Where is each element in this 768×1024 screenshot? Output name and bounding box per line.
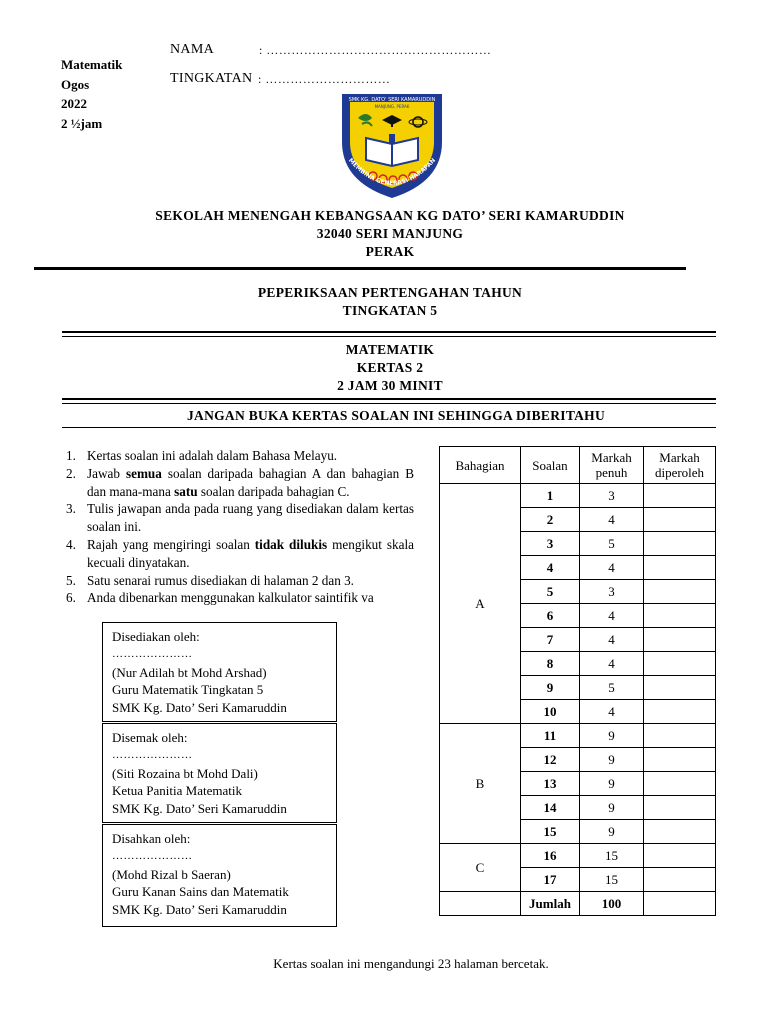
instruction-number: 5. bbox=[66, 572, 76, 588]
instruction-text bbox=[87, 572, 414, 590]
table-header-cell: Markah diperoleh bbox=[644, 447, 716, 484]
signature-school: SMK Kg. Dato’ Seri Kamaruddin bbox=[112, 700, 287, 716]
question-number-cell: 17 bbox=[521, 868, 580, 892]
question-number-cell: 7 bbox=[521, 628, 580, 652]
instruction-item bbox=[66, 465, 414, 501]
marks-table bbox=[439, 446, 716, 916]
question-number-cell: 2 bbox=[521, 508, 580, 532]
full-marks-cell: 3 bbox=[580, 484, 644, 508]
instruction-fragment: soalan daripada bahagian A dan bahagian B dan mana-mana bbox=[87, 465, 414, 499]
question-number-cell: 1 bbox=[521, 484, 580, 508]
question-number-cell: 15 bbox=[521, 820, 580, 844]
instruction-number: 4. bbox=[66, 536, 76, 552]
table-row bbox=[440, 844, 716, 868]
divider-mid-2 bbox=[62, 403, 716, 404]
instruction-fragment: Jawab bbox=[87, 465, 126, 481]
signature-school: SMK Kg. Dato’ Seri Kamaruddin bbox=[112, 902, 287, 918]
crest-motto: MEMBINA GENERASI HARAPAN bbox=[346, 157, 438, 188]
question-number-cell: 13 bbox=[521, 772, 580, 796]
question-number-cell: 11 bbox=[521, 724, 580, 748]
full-marks-cell: 9 bbox=[580, 796, 644, 820]
full-marks-cell: 15 bbox=[580, 844, 644, 868]
obtained-marks-cell[interactable] bbox=[644, 508, 716, 532]
question-number-cell: 14 bbox=[521, 796, 580, 820]
instruction-text bbox=[87, 500, 414, 536]
total-blank-cell bbox=[440, 892, 521, 916]
signature-dots: ………………… bbox=[112, 748, 193, 761]
signature-name: (Mohd Rizal b Saeran) bbox=[112, 866, 231, 882]
obtained-marks-cell[interactable] bbox=[644, 724, 716, 748]
meta-year: 2022 bbox=[61, 96, 87, 111]
instruction-fragment: soalan daripada bahagian C. bbox=[197, 483, 350, 499]
exam-subject: MATEMATIK bbox=[345, 342, 435, 357]
instruction-item bbox=[66, 536, 414, 572]
table-row bbox=[440, 484, 716, 508]
signature-role: Guru Kanan Sains dan Matematik bbox=[112, 884, 289, 900]
exam-meta bbox=[61, 55, 122, 133]
table-header-cell: Bahagian bbox=[440, 447, 521, 484]
nama-field[interactable]: : ……………………………………………… bbox=[259, 43, 492, 57]
exam-level: TINGKATAN 5 bbox=[342, 303, 438, 318]
school-name: SEKOLAH MENENGAH KEBANGSAAN KG DATO’ SERI KAMARUDDIN bbox=[155, 208, 625, 223]
table-total-row bbox=[440, 892, 716, 916]
full-marks-cell: 4 bbox=[580, 604, 644, 628]
obtained-marks-cell[interactable] bbox=[644, 532, 716, 556]
signature-label: Disahkan oleh: bbox=[112, 831, 191, 846]
obtained-marks-cell[interactable] bbox=[644, 844, 716, 868]
exam-time: 2 JAM 30 MINIT bbox=[337, 378, 443, 393]
section-cell: C bbox=[440, 844, 521, 892]
school-state: PERAK bbox=[365, 244, 415, 259]
instruction-item bbox=[66, 500, 414, 536]
obtained-marks-cell[interactable] bbox=[644, 652, 716, 676]
table-row bbox=[440, 724, 716, 748]
meta-subject: Matematik bbox=[61, 57, 123, 72]
instruction-text bbox=[87, 447, 414, 465]
instruction-number: 1. bbox=[66, 448, 76, 463]
full-marks-cell: 4 bbox=[580, 556, 644, 580]
full-marks-cell: 9 bbox=[580, 748, 644, 772]
full-marks-cell: 4 bbox=[580, 508, 644, 532]
full-marks-cell: 3 bbox=[580, 580, 644, 604]
crest-ring-text: SMK KG. DATO' SERI KAMARUDDIN bbox=[348, 97, 436, 103]
instruction-fragment: Rajah yang mengiringi soalan bbox=[87, 536, 255, 552]
signature-role: Guru Matematik Tingkatan 5 bbox=[112, 682, 264, 698]
section-cell: A bbox=[440, 484, 521, 724]
instruction-number: 2. bbox=[66, 465, 76, 481]
instruction-text bbox=[87, 589, 414, 607]
instruction-emphasis: tidak dilukis bbox=[254, 536, 328, 552]
signature-school: SMK Kg. Dato’ Seri Kamaruddin bbox=[112, 801, 287, 817]
obtained-marks-cell[interactable] bbox=[644, 556, 716, 580]
school-crest-icon bbox=[336, 90, 448, 202]
table-header-cell: Markah penuh bbox=[580, 447, 644, 484]
signature-box-prepared bbox=[102, 622, 337, 722]
question-number-cell: 9 bbox=[521, 676, 580, 700]
table-header-row bbox=[440, 447, 716, 484]
instruction-fragment: Tulis jawapan anda pada ruang yang disediakan dalam kertas soalan ini. bbox=[87, 501, 414, 535]
meta-month: Ogos bbox=[61, 76, 90, 92]
total-value-cell: 100 bbox=[580, 892, 644, 916]
full-marks-cell: 5 bbox=[580, 532, 644, 556]
obtained-marks-cell[interactable] bbox=[644, 628, 716, 652]
instruction-fragment: Anda dibenarkan menggunakan kalkulator saintifik va bbox=[87, 590, 374, 606]
exam-paper: KERTAS 2 bbox=[356, 360, 424, 375]
full-marks-cell: 15 bbox=[580, 868, 644, 892]
question-number-cell: 10 bbox=[521, 700, 580, 724]
question-number-cell: 12 bbox=[521, 748, 580, 772]
instructions-list bbox=[66, 447, 414, 607]
section-cell: B bbox=[440, 724, 521, 844]
question-number-cell: 6 bbox=[521, 604, 580, 628]
question-number-cell: 5 bbox=[521, 580, 580, 604]
instruction-fragment: Satu senarai rumus disediakan di halaman 2 dan 3. bbox=[87, 572, 354, 588]
signature-dots: ………………… bbox=[112, 647, 193, 660]
divider-warning bbox=[62, 427, 716, 428]
obtained-marks-cell[interactable] bbox=[644, 820, 716, 844]
crest-ring-sub: MANJUNG, PERAK bbox=[374, 104, 410, 109]
total-obtained-cell[interactable] bbox=[644, 892, 716, 916]
question-number-cell: 4 bbox=[521, 556, 580, 580]
full-marks-cell: 4 bbox=[580, 628, 644, 652]
tingkatan-field[interactable]: : ………………………… bbox=[258, 72, 391, 86]
full-marks-cell: 5 bbox=[580, 676, 644, 700]
obtained-marks-cell[interactable] bbox=[644, 604, 716, 628]
signature-label: Disemak oleh: bbox=[112, 730, 188, 745]
total-label-cell: Jumlah bbox=[521, 892, 580, 916]
full-marks-cell: 9 bbox=[580, 772, 644, 796]
obtained-marks-cell[interactable] bbox=[644, 676, 716, 700]
full-marks-cell: 9 bbox=[580, 820, 644, 844]
obtained-marks-cell[interactable] bbox=[644, 484, 716, 508]
instruction-item bbox=[66, 589, 414, 607]
exam-title: PEPERIKSAAN PERTENGAHAN TAHUN bbox=[257, 285, 523, 300]
instruction-number: 6. bbox=[66, 590, 76, 606]
instruction-emphasis: satu bbox=[174, 483, 198, 499]
obtained-marks-cell[interactable] bbox=[644, 748, 716, 772]
nama-label: NAMA bbox=[170, 42, 214, 57]
divider-top-2 bbox=[62, 336, 716, 337]
signature-dots: ………………… bbox=[112, 849, 193, 862]
question-number-cell: 8 bbox=[521, 652, 580, 676]
obtained-marks-cell[interactable] bbox=[644, 700, 716, 724]
divider-school bbox=[34, 267, 686, 270]
signature-role: Ketua Panitia Matematik bbox=[112, 783, 242, 799]
instruction-item bbox=[66, 572, 414, 590]
instruction-emphasis: semua bbox=[125, 465, 162, 481]
instruction-number: 3. bbox=[66, 501, 76, 517]
meta-duration: 2 ½jam bbox=[61, 115, 103, 131]
instruction-fragment: Kertas soalan ini adalah dalam Bahasa Melayu. bbox=[87, 448, 338, 463]
full-marks-cell: 4 bbox=[580, 652, 644, 676]
tingkatan-label: TINGKATAN bbox=[170, 71, 253, 86]
instruction-item bbox=[66, 447, 414, 465]
question-number-cell: 3 bbox=[521, 532, 580, 556]
signature-name: (Nur Adilah bt Mohd Arshad) bbox=[112, 664, 267, 680]
signature-name: (Siti Rozaina bt Mohd Dali) bbox=[112, 765, 258, 781]
obtained-marks-cell[interactable] bbox=[644, 796, 716, 820]
instruction-text bbox=[87, 536, 414, 572]
signature-label: Disediakan oleh: bbox=[112, 629, 200, 644]
signature-box-approved bbox=[102, 824, 337, 927]
question-number-cell: 16 bbox=[521, 844, 580, 868]
obtained-marks-cell[interactable] bbox=[644, 580, 716, 604]
divider-top-1 bbox=[62, 331, 716, 333]
full-marks-cell: 4 bbox=[580, 700, 644, 724]
obtained-marks-cell[interactable] bbox=[644, 868, 716, 892]
divider-mid-1 bbox=[62, 398, 716, 400]
obtained-marks-cell[interactable] bbox=[644, 772, 716, 796]
school-address: 32040 SERI MANJUNG bbox=[316, 226, 464, 241]
full-marks-cell: 9 bbox=[580, 724, 644, 748]
exam-warning: JANGAN BUKA KERTAS SOALAN INI SEHINGGA DIBERITAHU bbox=[186, 408, 606, 423]
table-header-cell: Soalan bbox=[521, 447, 580, 484]
signature-box-checked bbox=[102, 723, 337, 823]
instruction-fragment: mengikut skala kecuali dinyatakan. bbox=[87, 536, 414, 570]
page-count-footer: Kertas soalan ini mengandungi 23 halaman bercetak. bbox=[273, 956, 549, 971]
instruction-text bbox=[87, 465, 414, 501]
